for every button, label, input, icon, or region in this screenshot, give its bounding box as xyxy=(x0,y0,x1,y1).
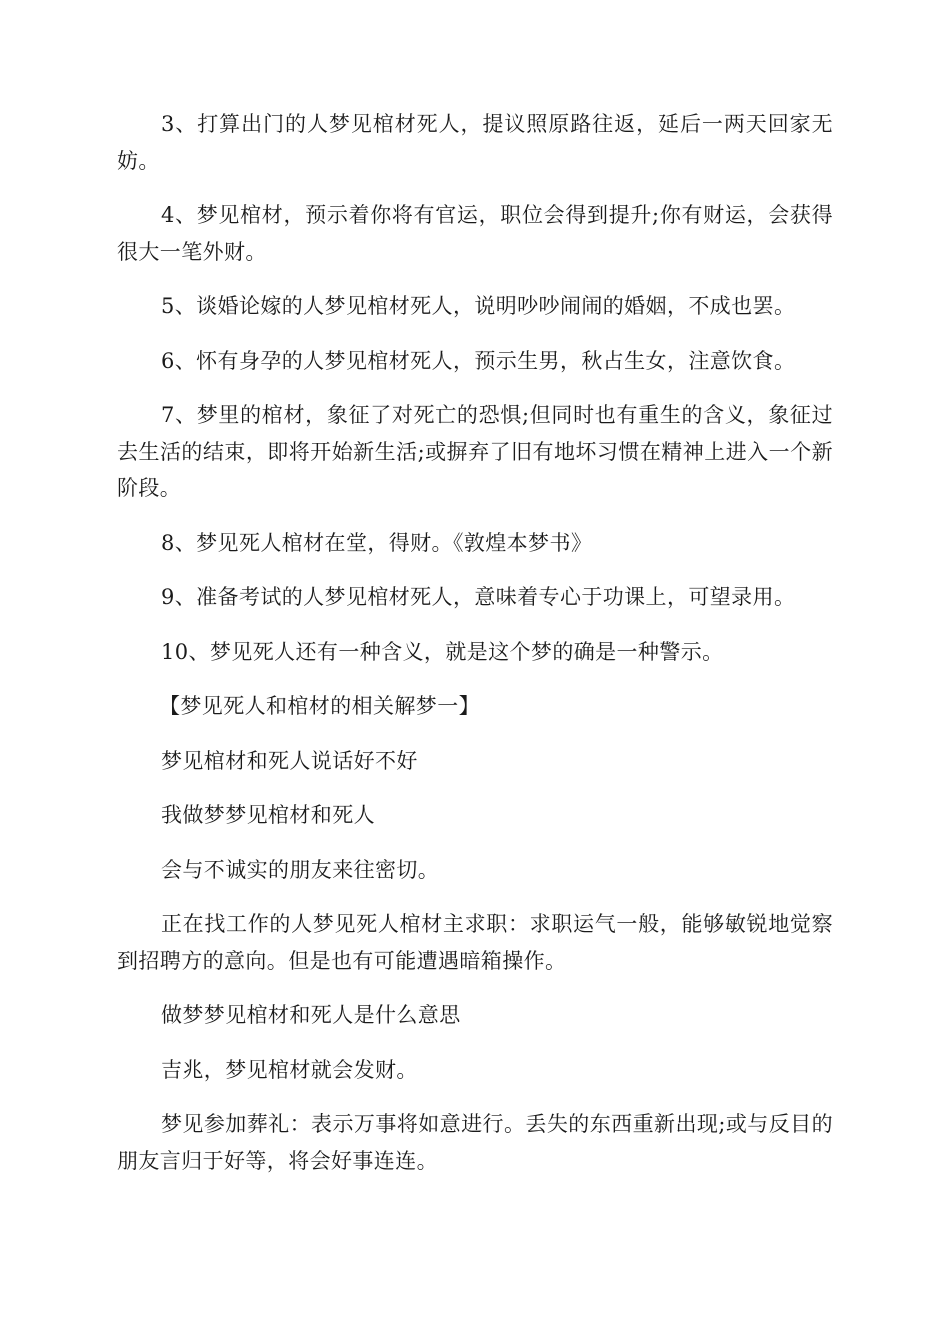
document-page xyxy=(117,106,833,1197)
section-heading: 【梦见死人和棺材的相关解梦一】 xyxy=(159,694,480,718)
paragraph-item-5: 5、谈婚论嫁的人梦见棺材死人，说明吵吵闹闹的婚姻，不成也罢。 xyxy=(161,294,796,318)
paragraph-item-9: 9、准备考试的人梦见棺材死人，意味着专心于功课上，可望录用。 xyxy=(161,585,796,609)
paragraph-item-3: 3、打算出门的人梦见棺材死人，提议照原路往返，延后一两天回家无妨。 xyxy=(117,112,833,173)
paragraph-good-omen: 吉兆，梦见棺材就会发财。 xyxy=(161,1057,418,1082)
paragraph-item-8: 8、梦见死人棺材在堂，得财。《敦煌本梦书》 xyxy=(161,530,593,555)
paragraph-answer: 会与不诚实的朋友来往密切。 xyxy=(161,857,440,882)
paragraph-item-4: 4、梦见棺材，预示着你将有官运，职位会得到提升;你有财运，会获得很大一笔外财。 xyxy=(117,203,833,264)
paragraph-dream-statement: 我做梦梦见棺材和死人 xyxy=(161,803,375,827)
paragraph-meaning-question: 做梦梦见棺材和死人是什么意思 xyxy=(161,1003,461,1027)
paragraph-job-seeking: 正在找工作的人梦见死人棺材主求职：求职运气一般，能够敏锐地觉察到招聘方的意向。但是也有可能遭遇暗箱操作。 xyxy=(117,912,833,973)
paragraph-item-10: 10、梦见死人还有一种含义，就是这个梦的确是一种警示。 xyxy=(161,639,724,664)
paragraph-question: 梦见棺材和死人说话好不好 xyxy=(161,748,418,773)
paragraph-item-7: 7、梦里的棺材，象征了对死亡的恐惧;但同时也有重生的含义，象征过去生活的结束，即将开始新生活;或摒弃了旧有地坏习惯在精神上进入一个新阶段。 xyxy=(117,403,833,500)
paragraph-funeral: 梦见参加葬礼：表示万事将如意进行。丢失的东西重新出现;或与反目的朋友言归于好等，将会好事连连。 xyxy=(117,1112,833,1173)
paragraph-item-6: 6、怀有身孕的人梦见棺材死人，预示生男，秋占生女，注意饮食。 xyxy=(161,348,796,373)
